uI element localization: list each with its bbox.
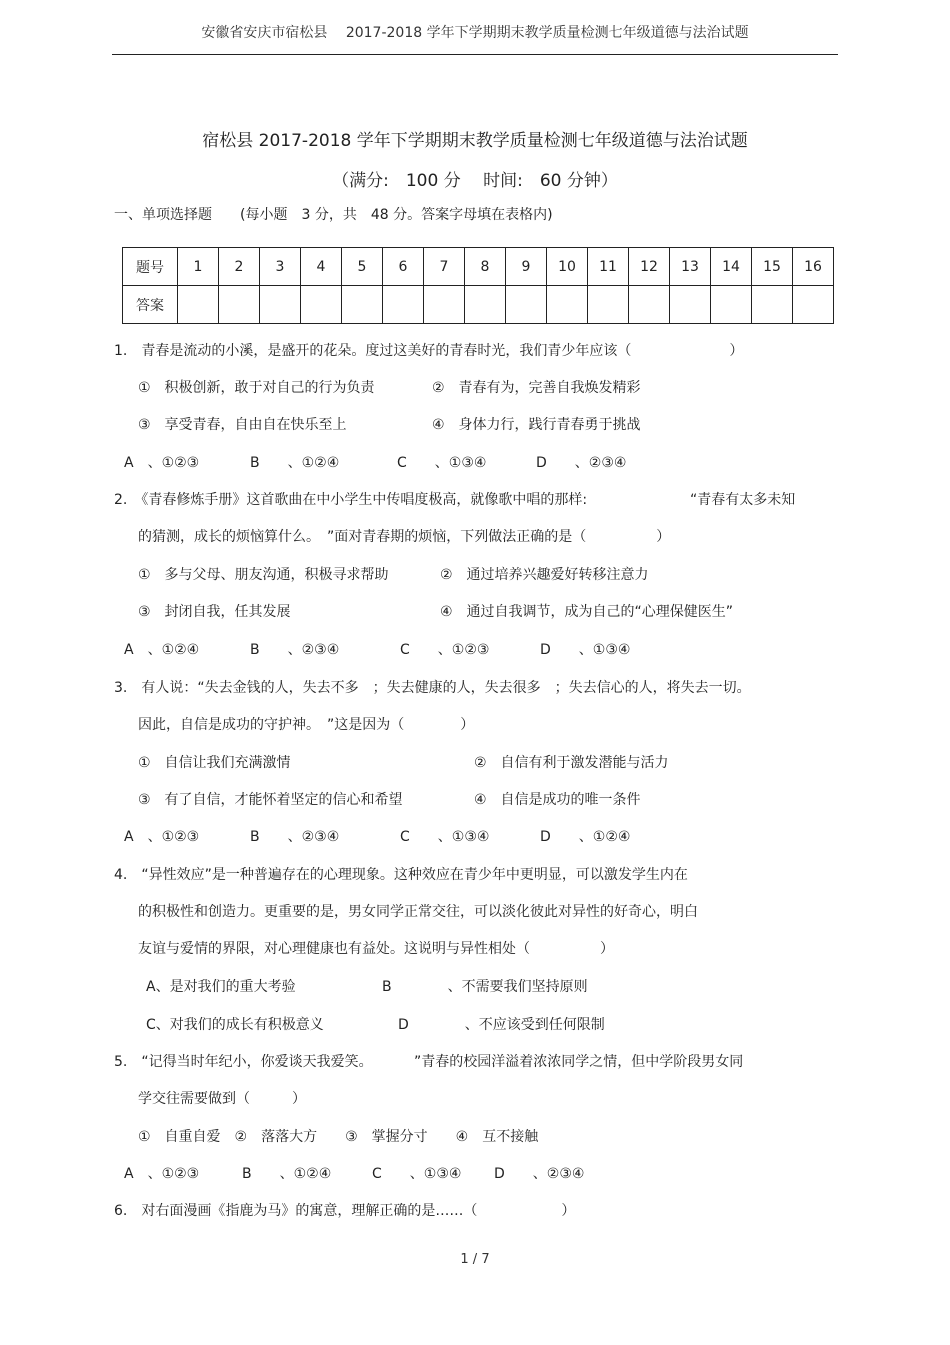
question-1-choice-c: C 、①③④ <box>397 455 487 471</box>
answer-table-number-row <box>123 248 834 286</box>
table-number-cell: 4 <box>301 248 342 286</box>
answer-cell[interactable] <box>424 286 465 324</box>
answer-cell[interactable] <box>178 286 219 324</box>
question-5-stem-line1-cont: ”青春的校园洋溢着浓浓同学之情，但中学阶段男女同 <box>414 1054 744 1070</box>
question-3-choice-d: D 、①②④ <box>540 829 631 845</box>
question-2-choice-a: A 、①②④ <box>124 642 200 658</box>
question-1-choice-a: A 、①②③ <box>124 455 200 471</box>
table-number-cell: 16 <box>793 248 834 286</box>
question-5-options: ① 自重自爱 ② 落落大方 ③ 掌握分寸 ④ 互不接触 <box>138 1129 539 1145</box>
answer-cell[interactable] <box>465 286 506 324</box>
answer-cell[interactable] <box>752 286 793 324</box>
document-subtitle: （满分: 100 分 时间: 60 分钟） <box>332 171 618 191</box>
question-6-stem: 6. 对右面漫画《指鹿为马》的寓意，理解正确的是……（ ） <box>114 1203 576 1219</box>
question-1-choice-b: B 、①②④ <box>250 455 340 471</box>
question-3-choice-a: A 、①②③ <box>124 829 200 845</box>
table-number-cell: 6 <box>383 248 424 286</box>
question-2-stem-line2: 的猜测，成长的烦恼算什么。 ”面对青春期的烦恼，下列做法正确的是（ ） <box>138 529 671 545</box>
question-2-choice-c: C 、①②③ <box>400 642 490 658</box>
table-number-cell: 11 <box>588 248 629 286</box>
question-3-choice-b: B 、②③④ <box>250 829 340 845</box>
question-1-option-4: ④ 身体力行，践行青春勇于挑战 <box>432 417 641 433</box>
question-2-choice-b: B 、②③④ <box>250 642 340 658</box>
table-number-cell: 15 <box>752 248 793 286</box>
question-5-choice-b: B 、①②④ <box>242 1166 332 1182</box>
running-header: 安徽省安庆市宿松县 2017-2018 学年下学期期末教学质量检测七年级道德与法治试题 <box>201 25 749 41</box>
question-4-choice-a: A、是对我们的重大考验 <box>146 979 296 995</box>
question-5-choice-c: C 、①③④ <box>372 1166 462 1182</box>
table-number-cell: 13 <box>670 248 711 286</box>
answer-table <box>122 247 834 324</box>
question-3-stem-line2: 因此，自信是成功的守护神。 ”这是因为（ ） <box>138 717 475 733</box>
question-2-option-4: ④ 通过自我调节，成为自己的“心理保健医生” <box>440 604 734 620</box>
question-5-choice-d: D 、②③④ <box>494 1166 585 1182</box>
table-row-label: 答案 <box>123 286 178 324</box>
question-3-option-1: ① 自信让我们充满激情 <box>138 755 291 771</box>
table-number-cell: 8 <box>465 248 506 286</box>
question-4-choice-c: C、对我们的成长有积极意义 <box>146 1017 324 1033</box>
answer-cell[interactable] <box>793 286 834 324</box>
table-number-cell: 2 <box>219 248 260 286</box>
answer-cell[interactable] <box>629 286 670 324</box>
question-3-option-3: ③ 有了自信，才能怀着坚定的信心和希望 <box>138 792 403 808</box>
question-1-choice-d: D 、②③④ <box>536 455 627 471</box>
table-number-cell: 7 <box>424 248 465 286</box>
header-divider <box>112 54 838 55</box>
answer-cell[interactable] <box>588 286 629 324</box>
question-4-choice-b: B 、不需要我们坚持原则 <box>382 979 588 995</box>
question-1-option-2: ② 青春有为，完善自我焕发精彩 <box>432 380 641 396</box>
answer-cell[interactable] <box>260 286 301 324</box>
answer-cell[interactable] <box>506 286 547 324</box>
question-3-option-4: ④ 自信是成功的唯一条件 <box>474 792 641 808</box>
question-2-stem-quote: “青春有太多未知 <box>690 492 796 508</box>
question-4-stem-line1: 4. “异性效应”是一种普遍存在的心理现象。这种效应在青少年中更明显，可以激发学生内在 <box>114 867 688 883</box>
table-number-cell: 9 <box>506 248 547 286</box>
answer-cell[interactable] <box>342 286 383 324</box>
question-1-stem: 1. 青春是流动的小溪，是盛开的花朵。度过这美好的青春时光，我们青少年应该（ ） <box>114 343 744 359</box>
question-2-option-3: ③ 封闭自我，任其发展 <box>138 604 291 620</box>
question-3-choice-c: C 、①③④ <box>400 829 490 845</box>
table-number-cell: 1 <box>178 248 219 286</box>
table-number-cell: 5 <box>342 248 383 286</box>
question-2-option-2: ② 通过培养兴趣爱好转移注意力 <box>440 567 649 583</box>
table-number-cell: 10 <box>547 248 588 286</box>
page-number: 1 / 7 <box>460 1252 490 1267</box>
table-number-cell: 14 <box>711 248 752 286</box>
answer-table-answer-row <box>123 286 834 324</box>
document-title: 宿松县 2017-2018 学年下学期期末教学质量检测七年级道德与法治试题 <box>202 131 748 151</box>
answer-cell[interactable] <box>383 286 424 324</box>
answer-cell[interactable] <box>547 286 588 324</box>
question-2-option-1: ① 多与父母、朋友沟通，积极寻求帮助 <box>138 567 389 583</box>
question-2-stem-line1: 2. 《青春修炼手册》这首歌曲在中小学生中传唱度极高，就像歌中唱的那样: <box>114 492 588 508</box>
section-heading: 一、单项选择题 (每小题 3 分，共 48 分。答案字母填在表格内) <box>114 207 553 223</box>
table-number-cell: 12 <box>629 248 670 286</box>
question-1-option-3: ③ 享受青春，自由自在快乐至上 <box>138 417 347 433</box>
question-3-option-2: ② 自信有利于激发潜能与活力 <box>474 755 669 771</box>
answer-cell[interactable] <box>219 286 260 324</box>
question-5-stem-line2: 学交往需要做到（ ） <box>138 1091 306 1107</box>
question-5-stem-line1: 5. “记得当时年纪小，你爱谈天我爱笑。 <box>114 1054 373 1070</box>
answer-cell[interactable] <box>301 286 342 324</box>
table-number-cell: 3 <box>260 248 301 286</box>
question-4-stem-line2: 的积极性和创造力。更重要的是，男女同学正常交往，可以淡化彼此对异性的好奇心，明白 <box>138 904 698 920</box>
question-4-choice-d: D 、不应该受到任何限制 <box>398 1017 605 1033</box>
question-1-option-1: ① 积极创新，敢于对自己的行为负责 <box>138 380 375 396</box>
question-2-choice-d: D 、①③④ <box>540 642 631 658</box>
answer-cell[interactable] <box>670 286 711 324</box>
answer-cell[interactable] <box>711 286 752 324</box>
question-3-stem-line1: 3. 有人说：“失去金钱的人，失去不多 ；失去健康的人，失去很多 ；失去信心的人，将失去一切。 <box>114 680 751 696</box>
question-4-stem-line3: 友谊与爱情的界限，对心理健康也有益处。这说明与异性相处（ ） <box>138 941 614 957</box>
table-row-label: 题号 <box>123 248 178 286</box>
question-5-choice-a: A 、①②③ <box>124 1166 200 1182</box>
